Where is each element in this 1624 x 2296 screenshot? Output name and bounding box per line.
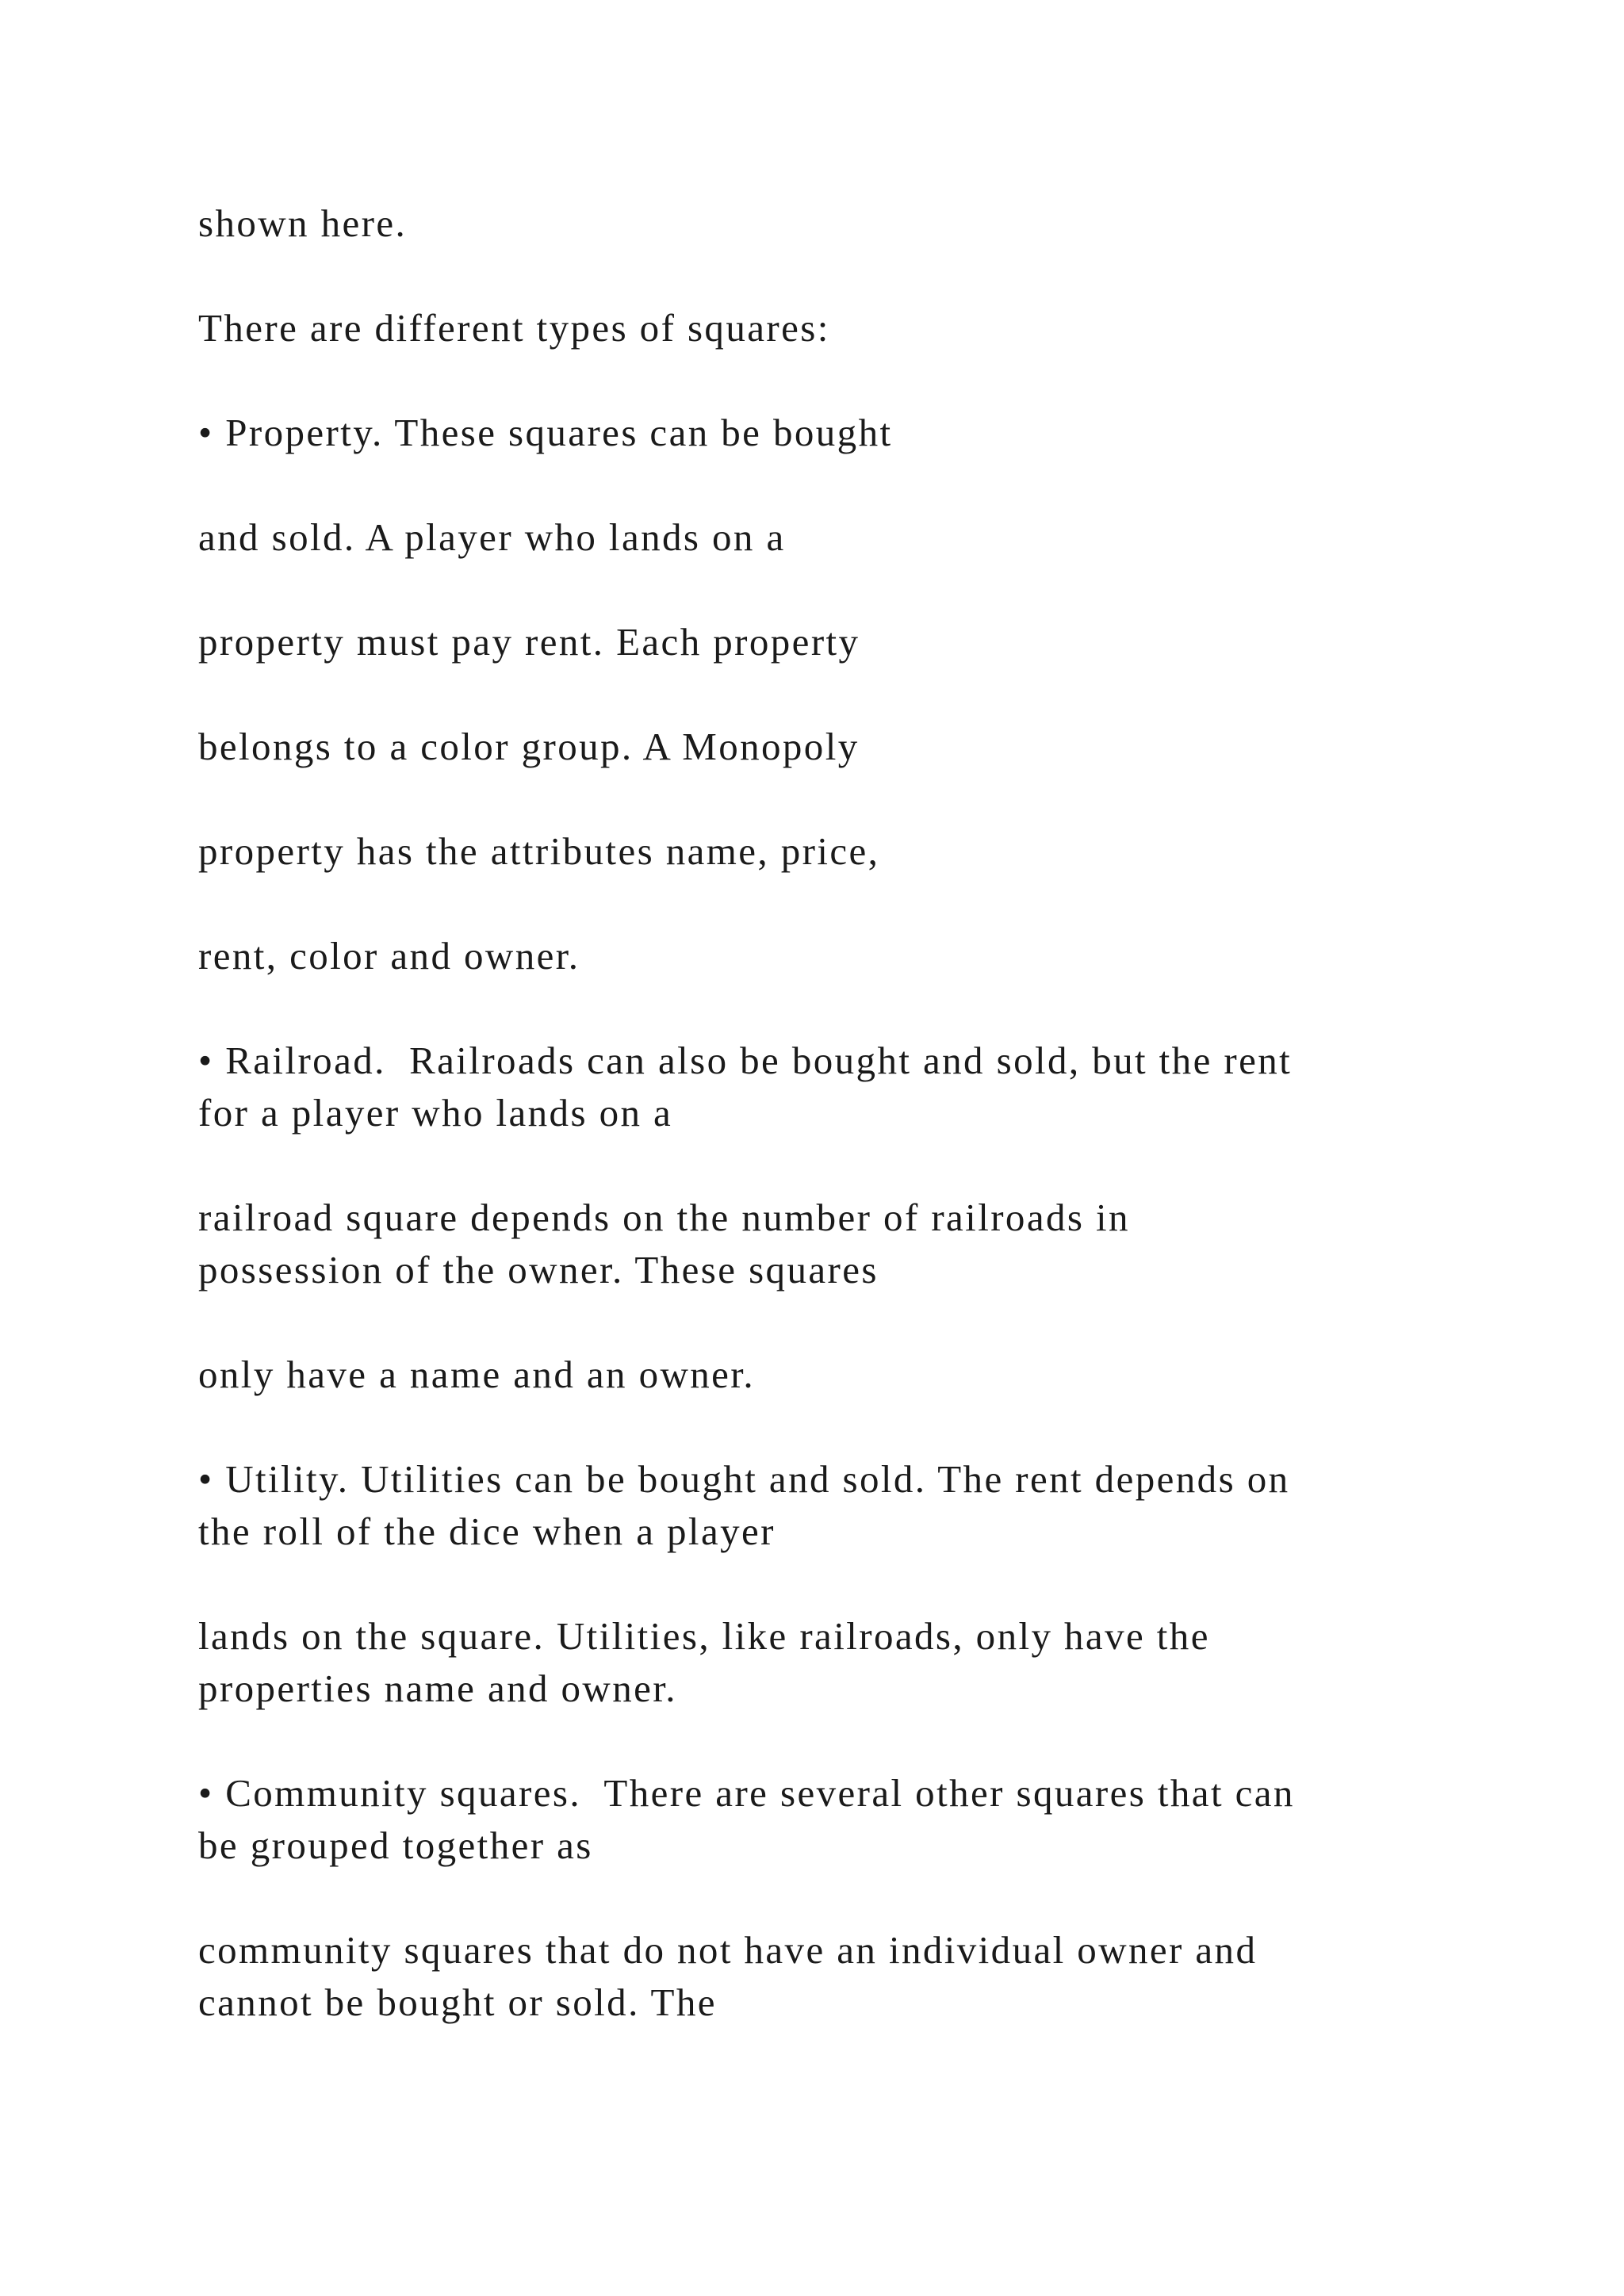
text-line: properties name and owner. [198,1667,677,1710]
text-line: property must pay rent. Each property [198,620,860,664]
bullet-property: • Property. These squares can be bought [198,411,893,454]
text-line: and sold. A player who lands on a [198,515,786,559]
text-line: for a player who lands on a [198,1091,673,1135]
text-line: cannot be bought or sold. The [198,1980,717,2024]
text-line: belongs to a color group. A Monopoly [198,725,860,768]
text-line: possession of the owner. These squares [198,1248,879,1292]
text-line: be grouped together as [198,1823,593,1867]
text-line: only have a name and an owner. [198,1353,755,1396]
text-line: shown here. [198,201,408,245]
text-line: lands on the square. Utilities, like railroads, only have the [198,1614,1210,1658]
text-line: rent, color and owner. [198,934,580,978]
text-line: There are different types of squares: [198,306,830,350]
bullet-community-squares: • Community squares. There are several other squares that can [198,1771,1295,1815]
bullet-utility: • Utility. Utilities can be bought and sold. The rent depends on [198,1457,1290,1501]
bullet-railroad: • Railroad. Railroads can also be bought and sold, but the rent [198,1039,1293,1082]
text-line: property has the attributes name, price, [198,829,880,873]
text-line: community squares that do not have an individual owner and [198,1928,1258,1972]
text-line: the roll of the dice when a player [198,1510,776,1553]
text-line: railroad square depends on the number of railroads in [198,1196,1130,1239]
